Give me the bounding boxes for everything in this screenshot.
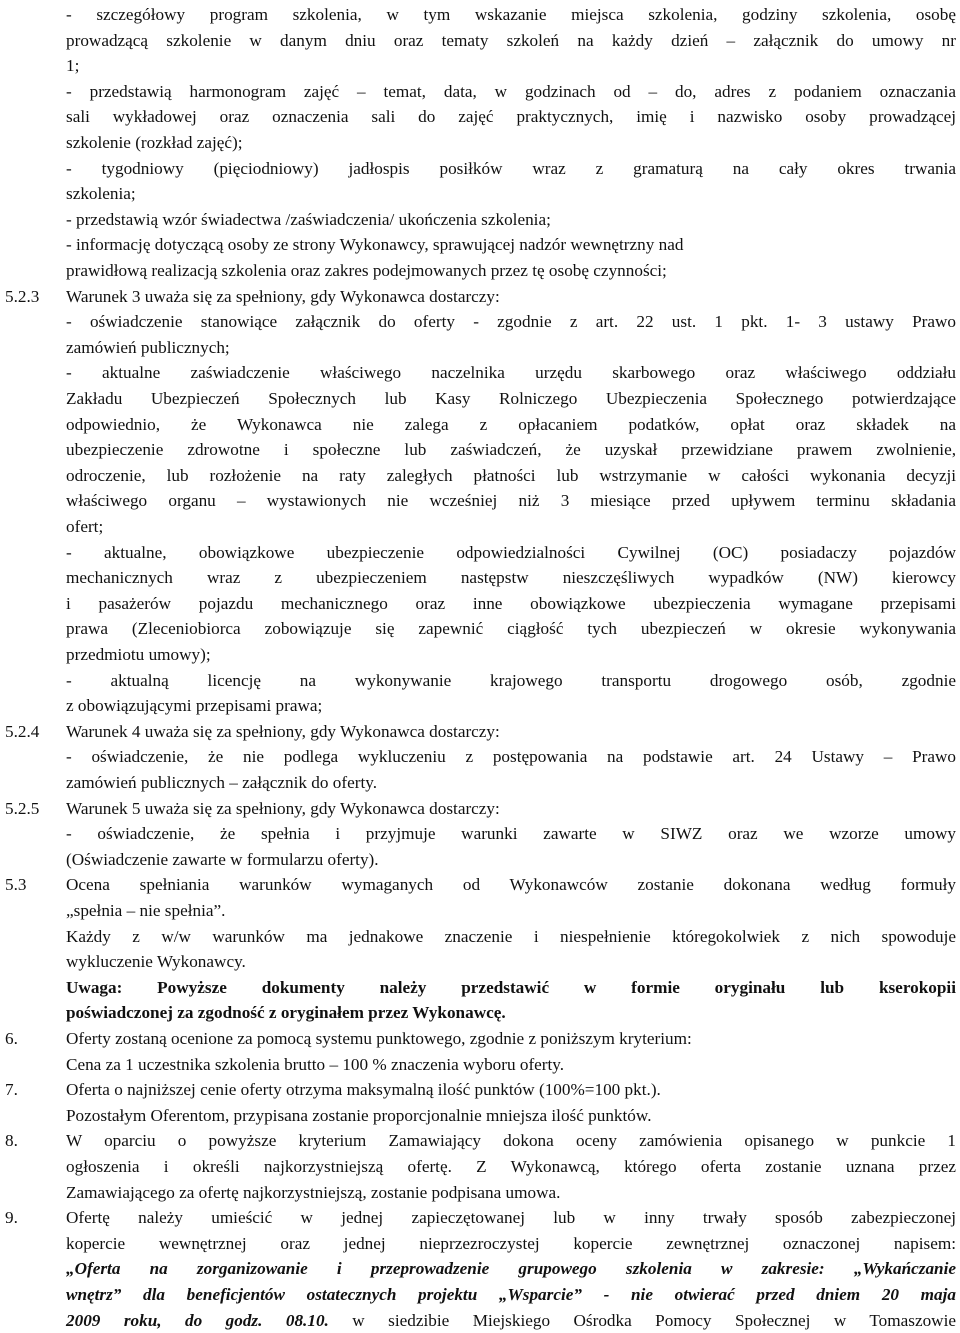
text-line: Zakładu Ubezpieczeń Społecznych lub Kasy Rolniczego Ubezpieczenia Społecznego potwierdzające [66, 389, 956, 408]
section-number: 5.2.4 [5, 721, 40, 741]
text-line: Ocena spełniania warunków wymaganych od Wykonawców zostanie dokonana według formuły [66, 875, 956, 895]
text-line: szkolenia; [66, 184, 136, 204]
text-line: (Oświadczenie zawarte w formularzu oferty). [66, 849, 379, 869]
text-line: - aktualne, obowiązkowe ubezpieczenie odpowiedzialności Cywilnej (OC) posiadaczy pojazdów [66, 542, 956, 562]
section-number: 7. [5, 1080, 18, 1100]
text-line: poświadczonej za zgodność z oryginałem przez Wykonawcę. [66, 1003, 506, 1023]
section-number: 9. [5, 1208, 18, 1228]
text-line: Uwaga: Powyższe dokumenty należy przedstawić w formie oryginału lub kserokopii [66, 977, 956, 997]
text-line: ogłoszenia i określi najkorzystniejszą ofertę. Z Wykonawcą, którego oferta zostanie uznana przez [66, 1157, 956, 1176]
text-line: 1; [66, 56, 80, 76]
text-line: właściwego organu – wystawionych nie wcześniej niż 3 miesiące przed upływem terminu składania [66, 491, 956, 511]
text-line: Ofertę należy umieścić w jednej zapieczętowanej lub w inny trwały sposób zabezpieczonej [66, 1208, 956, 1228]
section-number: 6. [5, 1029, 18, 1048]
text-line: odpowiednio, że Wykonawca nie zalega z opłacaniem podatków, opłat oraz składek na [66, 414, 956, 434]
text-line: ofert; [66, 517, 104, 536]
text-line: mechanicznych wraz z ubezpieczeniem następstw nieszczęśliwych wypadków (NW) kierowcy [66, 568, 956, 588]
text-line: - przedstawią harmonogram zajęć – temat, data, w godzinach od – do, adres z podaniem oznaczania [66, 81, 956, 101]
text-line: wykluczenie Wykonawcy. [66, 952, 246, 972]
section-number: 5.3 [5, 875, 27, 895]
text-line: Warunek 4 uważa się za spełniony, gdy Wykonawca dostarczy: [66, 721, 500, 741]
text-line: z obowiązującymi przepisami prawa; [66, 696, 323, 716]
text-line: Oferta o najniższej cenie oferty otrzyma maksymalną ilość punktów (100%=100 pkt.). [66, 1080, 661, 1100]
text-line: sali wykładowej oraz oznaczenia sali do zajęć praktycznych, imię i nazwisko osoby prowadzącej [66, 107, 956, 127]
text-line: W oparciu o powyższe kryterium Zamawiający dokona oceny zamówienia opisanego w punkcie 1 [66, 1131, 956, 1151]
text-line: kopercie wewnętrznej oraz jednej nieprzezroczystej kopercie zewnętrznej oznaczonej napisem: [66, 1233, 956, 1253]
text-line: szkolenie (rozkład zajęć); [66, 133, 243, 152]
section-number: 5.2.3 [5, 286, 40, 306]
text-line: Cena za 1 uczestnika szkolenia brutto – 100 % znaczenia wyboru oferty. [66, 1054, 565, 1074]
text-line: - oświadczenie stanowiące załącznik do oferty - zgodnie z art. 22 ust. 1 pkt. 1- 3 ustawy Prawo [66, 312, 956, 332]
text-line: Warunek 3 uważa się za spełniony, gdy Wykonawca dostarczy: [66, 286, 500, 306]
text-line: Oferty zostaną ocenione za pomocą systemu punktowego, zgodnie z poniższym kryterium: [66, 1029, 692, 1048]
section-number: 5.2.5 [5, 798, 40, 818]
text-line: - szczegółowy program szkolenia, w tym wskazanie miejsca szkolenia, godziny szkolenia, osobę [66, 5, 956, 24]
text-line: „Oferta na zorganizowanie i przeprowadzenie grupowego szkolenia w zakresie: „Wykańczanie [66, 1259, 956, 1279]
text-line: - aktualną licencję na wykonywanie krajowego transportu drogowego osób, zgodnie [66, 670, 956, 690]
text-line: - przedstawią wzór świadectwa /zaświadczenia/ ukończenia szkolenia; [66, 209, 551, 229]
text-line: ubezpieczenie zdrowotne i społeczne lub zaświadczeń, że uzyskał przewidziane prawem zwolnienie, [66, 440, 956, 460]
text-line: - oświadczenie, że spełnia i przyjmuje warunki zawarte w SIWZ oraz we wzorze umowy [66, 824, 956, 844]
text-line [66, 1308, 956, 1333]
text-line: Zamawiającego za ofertę najkorzystniejszą, zostanie podpisana umowa. [66, 1182, 561, 1202]
text-line: Każdy z w/w warunków ma jednakowe znaczenie i niespełnienie któregokolwiek z nich spowoduje [66, 926, 956, 946]
text-line: Warunek 5 uważa się za spełniony, gdy Wykonawca dostarczy: [66, 798, 500, 818]
text-line: - tygodniowy (pięciodniowy) jadłospis posiłków wraz z gramaturą na cały okres trwania [66, 158, 956, 178]
text-line: odroczenie, lub rozłożenie na raty zaległych płatności lub wstrzymanie w całości wykonania decyzji [66, 465, 956, 485]
text-line: prawidłową realizacją szkolenia oraz zakres podejmowanych przez tę osobę czynności; [66, 261, 667, 280]
deadline-text: 2009 roku, do godz. 08.10. [66, 1310, 329, 1330]
text-line: - informację dotyczącą osoby ze strony Wykonawcy, sprawującej nadzór wewnętrzny nad [66, 235, 684, 255]
text-line: wnętrz” dla beneficjentów ostatecznych projektu „Wsparcie” - nie otwierać przed dniem 20 maja [66, 1285, 956, 1304]
text-line: - aktualne zaświadczenie właściwego naczelnika urzędu skarbowego oraz właściwego oddziału [66, 363, 956, 383]
section-number: 8. [5, 1131, 18, 1151]
text-line: prowadzącą szkolenie w danym dniu oraz tematy szkoleń na każdy dzień – załącznik do umowy nr [66, 30, 956, 50]
text-line: zamówień publicznych; [66, 337, 230, 357]
text-line: zamówień publicznych – załącznik do oferty. [66, 773, 377, 792]
text-line: - oświadczenie, że nie podlega wykluczeniu z postępowania na podstawie art. 24 Ustawy – Prawo [66, 747, 956, 767]
text-line: „spełnia – nie spełnia”. [66, 901, 226, 920]
text-line: przedmiotu umowy); [66, 645, 211, 664]
location-text: w siedzibie Miejskiego Ośrodka Pomocy Społecznej w Tomaszowie [328, 1310, 956, 1330]
text-line: prawa (Zleceniobiorca zobowiązuje się zapewnić ciągłość tych ubezpieczeń w okresie wykonywania [66, 619, 956, 639]
text-line: i pasażerów pojazdu mechanicznego oraz inne obowiązkowe ubezpieczenia wymagane przepisami [66, 593, 956, 613]
text-line: Pozostałym Oferentom, przypisana zostanie proporcjonalnie mniejsza ilość punktów. [66, 1105, 652, 1125]
